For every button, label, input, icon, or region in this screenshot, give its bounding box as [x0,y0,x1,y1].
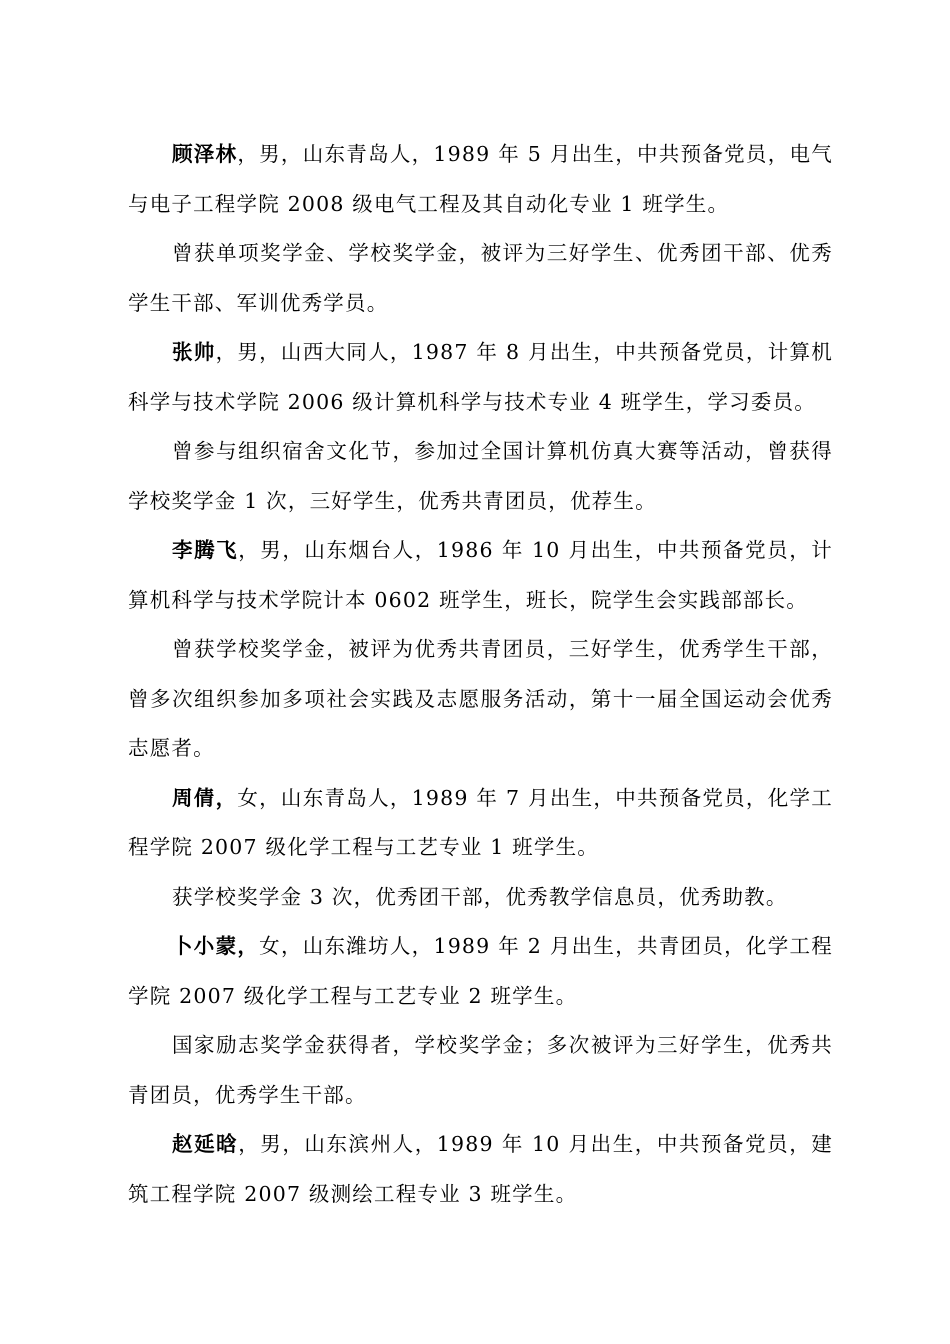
honors-text: 获学校奖学金 3 次，优秀团干部，优秀教学信息员，优秀助教。 [172,884,788,909]
honors-text: 曾获单项奖学金、学校奖学金，被评为三好学生、优秀团干部、优秀学生干部、军训优秀学员。 [128,241,833,315]
honors-text: 曾获学校奖学金，被评为优秀共青团员，三好学生，优秀学生干部，曾多次组织参加多项社会实践及志愿服务活动，第十一届全国运动会优秀志愿者。 [128,637,833,760]
honors-text: 曾参与组织宿舍文化节，参加过全国计算机仿真大赛等活动，曾获得学校奖学金 1 次，三好学生，优秀共青团员，优荐生。 [128,439,833,513]
person-name: 赵延晗 [172,1132,239,1156]
bio-text: ，男，山东滨州人，1989 年 10 月出生，中共预备党员，建筑工程学院 2007 级测绘工程专业 3 班学生。 [128,1132,833,1206]
honors-paragraph-gu-zelin [128,229,833,328]
person-name: 张帅 [172,340,216,364]
honors-paragraph-li-tengfei [128,625,833,774]
document-body [128,130,833,1219]
person-name: 卜小蒙， [172,934,260,958]
honors-text: 国家励志奖学金获得者，学校奖学金；多次被评为三好学生，优秀共青团员，优秀学生干部。 [128,1033,833,1107]
bio-paragraph-gu-zelin [128,130,833,229]
bio-text: ，男，山东青岛人，1989 年 5 月出生，中共预备党员，电气与电子工程学院 2008 级电气工程及其自动化专业 1 班学生。 [128,142,833,216]
bio-paragraph-li-tengfei [128,526,833,625]
honors-paragraph-zhou-qian [128,873,833,923]
person-name: 顾泽林 [172,142,238,166]
bio-paragraph-zhao-yanhan [128,1120,833,1219]
honors-paragraph-bu-xiaomeng [128,1021,833,1120]
person-name: 李腾飞 [172,538,239,562]
bio-text: ，男，山西大同人，1987 年 8 月出生，中共预备党员，计算机科学与技术学院 2006 级计算机科学与技术专业 4 班学生，学习委员。 [128,340,833,414]
person-name: 周倩， [172,785,238,810]
honors-paragraph-zhang-shuai [128,427,833,526]
bio-paragraph-zhou-qian [128,774,833,873]
bio-paragraph-bu-xiaomeng [128,922,833,1021]
bio-text: 女，山东潍坊人，1989 年 2 月出生，共青团员，化学工程学院 2007 级化学工程与工艺专业 2 班学生。 [128,934,833,1008]
bio-paragraph-zhang-shuai [128,328,833,427]
bio-text: 女，山东青岛人，1989 年 7 月出生，中共预备党员，化学工程学院 2007 级化学工程与工艺专业 1 班学生。 [128,785,833,859]
bio-text: ，男，山东烟台人，1986 年 10 月出生，中共预备党员，计算机科学与技术学院计本 0602 班学生，班长，院学生会实践部部长。 [128,538,833,612]
